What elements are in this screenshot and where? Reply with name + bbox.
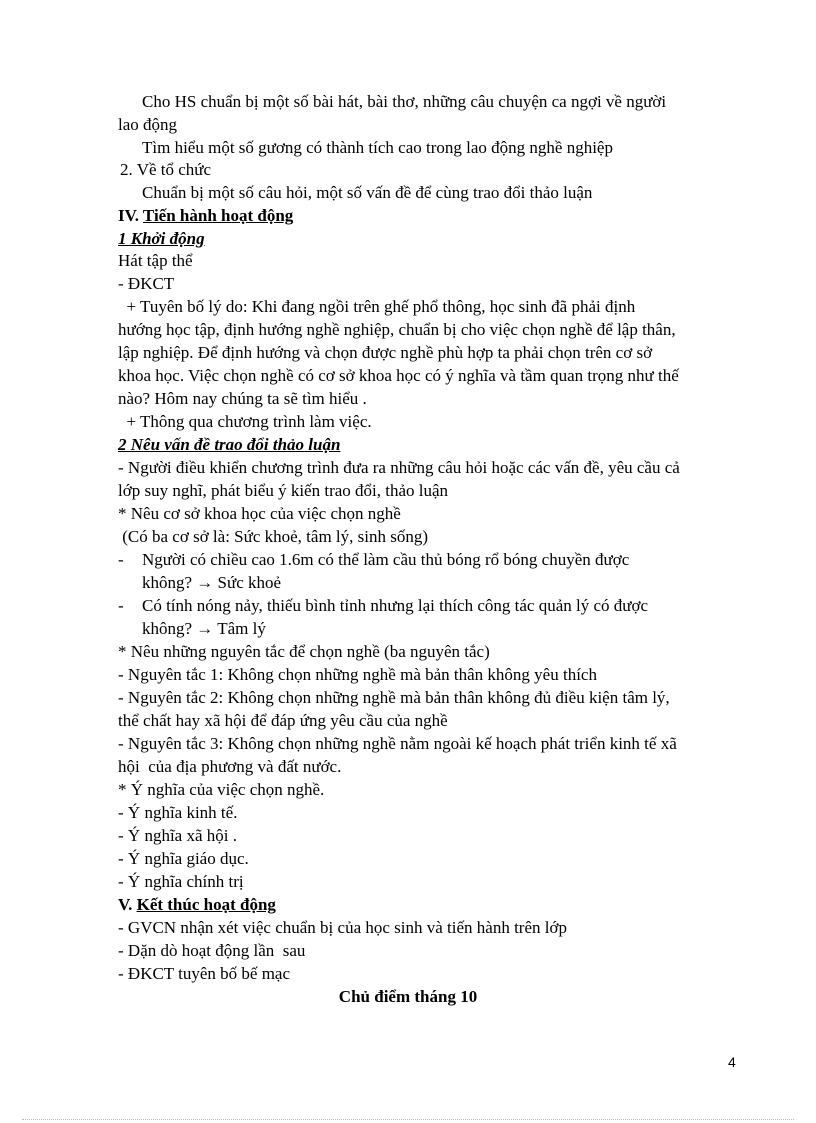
month-theme-heading: Chủ điểm tháng 10 [338,987,478,1006]
heading-number: IV. [118,206,143,225]
paragraph-line: - Ý nghĩa giáo dục. [118,849,249,868]
paragraph-line: nào? Hôm nay chúng ta sẽ tìm hiểu . [118,389,367,408]
paragraph-line: * Nêu những nguyên tắc để chọn nghề (ba nguyên tắc) [118,642,490,661]
paragraph-line: lớp suy nghĩ, phát biểu ý kiến trao đổi, thảo luận [118,481,449,500]
paragraph-line: lập nghiệp. Để định hướng và chọn được nghề phù hợp ta phải chọn trên cơ sở [118,343,653,362]
bullet-dash: - [118,550,124,569]
page-footer-divider [22,1119,794,1120]
bullet-text: không? → Sức khoẻ [142,573,282,592]
paragraph-line: (Có ba cơ sở là: Sức khoẻ, tâm lý, sinh sống) [118,527,429,546]
paragraph-line: - ĐKCT tuyên bố bế mạc [118,964,291,983]
paragraph-line: Tìm hiểu một số gương có thành tích cao trong lao động nghề nghiệp [142,138,613,157]
paragraph-line: * Ý nghĩa của việc chọn nghề. [118,780,325,799]
paragraph-line: Cho HS chuẩn bị một số bài hát, bài thơ, những câu chuyện ca ngợi về người [142,92,667,111]
paragraph-line: - Ý nghĩa chính trị [118,872,244,891]
paragraph-line: - Ý nghĩa kinh tế. [118,803,238,822]
bullet-dash: - [118,596,124,615]
paragraph-line: * Nêu cơ sở khoa học của việc chọn nghề [118,504,401,523]
section-heading-iv [118,205,293,227]
paragraph-line: Chuẩn bị một số câu hỏi, một số vấn đề để cùng trao đổi thảo luận [142,183,593,202]
paragraph-line: Hát tập thể [118,251,193,270]
paragraph-line: - Người điều khiển chương trình đưa ra những câu hỏi hoặc các vấn đề, yêu cầu cả [118,458,680,477]
subsection-heading-1: 1 Khởi động [118,229,205,248]
paragraph-line: + Thông qua chương trình làm việc. [118,412,372,431]
paragraph-line: - Dặn dò hoạt động lần sau [118,941,306,960]
paragraph-line: - GVCN nhận xét việc chuẩn bị của học sinh và tiến hành trên lớp [118,918,567,937]
paragraph-line: - Nguyên tắc 2: Không chọn những nghề mà bản thân không đủ điều kiện tâm lý, [118,688,670,707]
numbered-item: 2. Về tổ chức [120,160,212,179]
paragraph-line: hướng học tập, định hướng nghề nghiệp, chuẩn bị cho việc chọn nghề để lập thân, [118,320,676,339]
bullet-text: Người có chiều cao 1.6m có thể làm cầu thủ bóng rổ bóng chuyền được [142,550,630,569]
bullet-text: Có tính nóng nảy, thiếu bình tỉnh nhưng lại thích công tác quản lý có được [142,596,649,615]
section-heading-v [118,894,276,916]
paragraph-line: - ĐKCT [118,274,175,293]
paragraph-line: - Ý nghĩa xã hội . [118,826,237,845]
bullet-text: không? → Tâm lý [142,619,266,638]
heading-text: Tiến hành hoạt động [142,206,294,225]
paragraph-line: thể chất hay xã hội để đáp ứng yêu cầu của nghề [118,711,448,730]
paragraph-line: lao động [118,115,178,134]
paragraph-line: - Nguyên tắc 3: Không chọn những nghề nằm ngoài kế hoạch phát triển kinh tế xã [118,734,677,753]
paragraph-line: + Tuyên bố lý do: Khi đang ngồi trên ghế phổ thông, học sinh đã phải định [118,297,636,316]
heading-text: Kết thúc hoạt động [136,895,276,914]
paragraph-line: - Nguyên tắc 1: Không chọn những nghề mà bản thân không yêu thích [118,665,597,684]
paragraph-line: hội của địa phương và đất nước. [118,757,342,776]
heading-number: V. [118,895,137,914]
subsection-heading-2: 2 Nêu vấn đề trao đổi thảo luận [118,435,341,454]
paragraph-line: khoa học. Việc chọn nghề có cơ sở khoa học có ý nghĩa và tầm quan trọng như thế [118,366,679,385]
page-number: 4 [728,1054,736,1070]
